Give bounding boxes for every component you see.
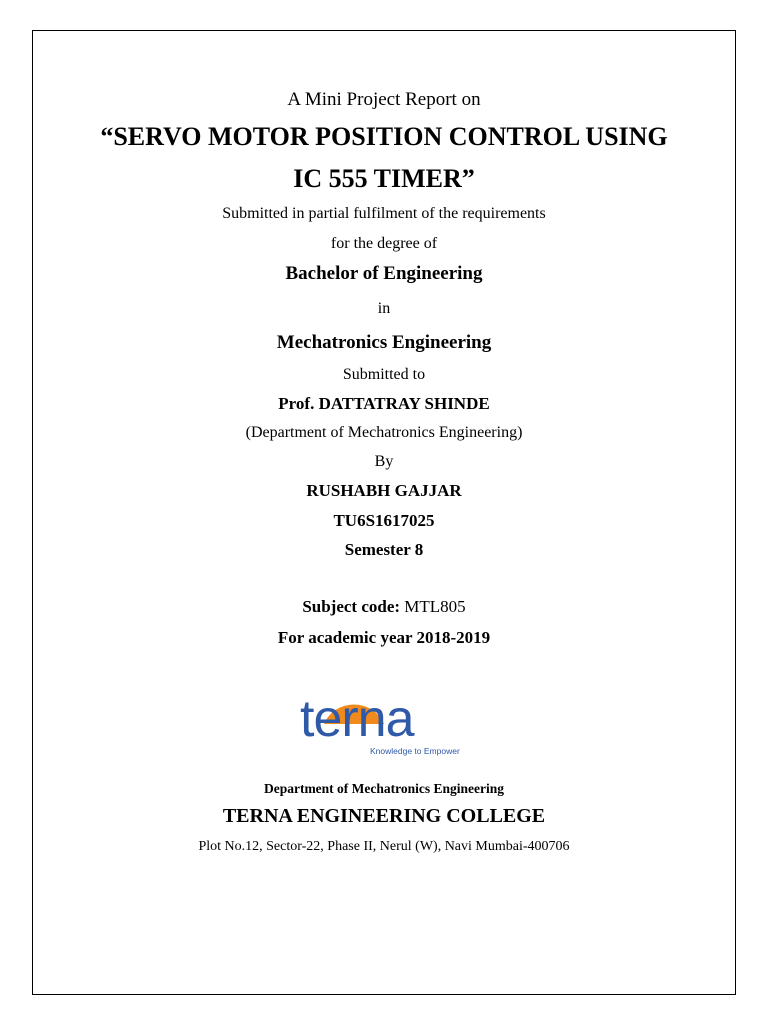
submitted-to-label: Submitted to [342,366,426,383]
submission-statement-line-2: for the degree of [330,235,438,252]
degree-name: Bachelor of Engineering [285,263,483,284]
subject-code [0,598,768,615]
student-id: TU6S1617025 [333,511,435,530]
subject-code-label: Subject code: [302,597,401,616]
branch-name: Mechatronics Engineering [276,332,492,353]
footer-department: Department of Mechatronics Engineering [263,781,505,796]
college-address: Plot No.12, Sector-22, Phase II, Nerul (W), Navi Mumbai-400706 [198,839,570,854]
by-word: By [374,453,394,470]
report-title-line-2: IC 555 TIMER” [293,164,475,193]
student-name: RUSHABH GAJJAR [306,481,462,500]
college-name: TERNA ENGINEERING COLLEGE [222,805,546,827]
logo-tagline: Knowledge to Empower [370,746,460,756]
semester: Semester 8 [344,540,424,559]
guide-department: (Department of Mechatronics Engineering) [245,424,523,441]
terna-logo [298,692,468,758]
guide-name: Prof. DATTATRAY SHINDE [278,394,490,413]
report-intro: A Mini Project Report on [287,89,481,110]
submission-statement-line-1: Submitted in partial fulfilment of the requirements [222,205,546,222]
subject-code-value: MTL805 [404,597,466,616]
academic-year: For academic year 2018-2019 [277,628,491,647]
in-word: in [377,300,391,317]
logo-wordmark: terna [300,692,414,748]
report-title-line-1: “SERVO MOTOR POSITION CONTROL USING [100,122,668,151]
